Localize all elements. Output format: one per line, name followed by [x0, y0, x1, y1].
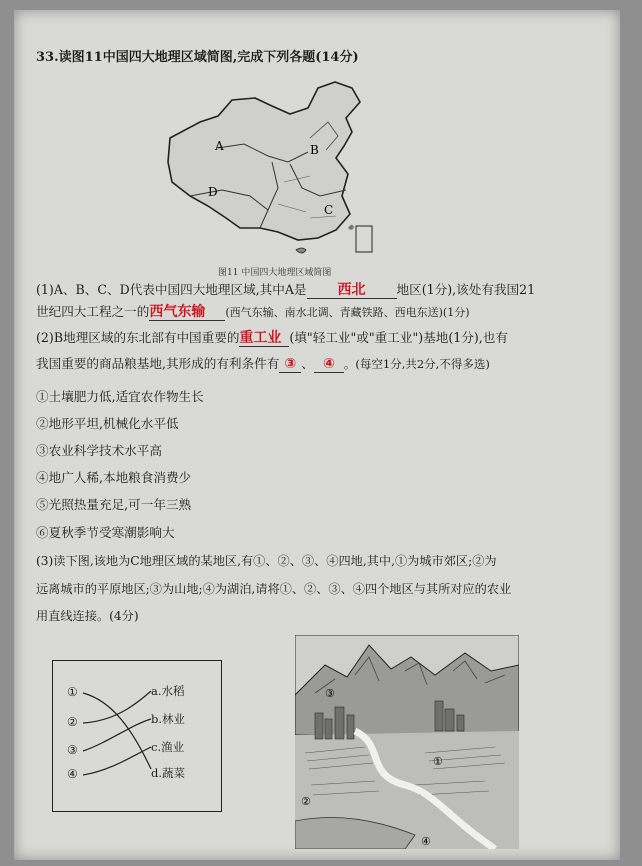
answer-blank-industry: 重工业 — [239, 330, 289, 347]
option-5: ⑤光照热量充足,可一年三熟 — [36, 497, 192, 512]
map-label-a: A — [215, 139, 224, 153]
question-title: 33.读图11中国四大地理区域简图,完成下列各题(14分) — [36, 50, 359, 65]
option-2: ②地形平坦,机械化水平低 — [36, 416, 179, 431]
answer-blank-c1: ③ — [279, 356, 301, 373]
option-3: ③农业科学技术水平高 — [36, 443, 162, 458]
p2-line2: 我国重要的商品粮基地,其形成的有利条件有 ③ 、 ④ 。(每空1分,共2分,不得多选) — [36, 356, 490, 372]
answer-blank-c2: ④ — [314, 356, 344, 373]
option-4: ④地广人稀,本地粮食消费少 — [36, 470, 192, 485]
photo-label-3: ③ — [325, 687, 335, 700]
p2-line1: (2)B地理区域的东北部有中国重要的重工业 (填"轻工业"或"重工业")基地(1分),也有 — [36, 330, 508, 346]
map-caption: 图11 中国四大地理区域简图 — [218, 268, 332, 278]
photo-label-4: ④ — [421, 835, 431, 848]
p3-line3: 用直线连接。(4分) — [36, 609, 139, 623]
answer-blank-project: 西气东输 — [149, 304, 225, 321]
match-right-b: b.林业 — [151, 712, 186, 726]
photo-label-1: ① — [433, 755, 443, 768]
match-right-a: a.水稻 — [151, 684, 185, 698]
p3-line2: 远离城市的平原地区;③为山地;④为湖泊,请将①、②、③、④四个地区与其所对应的农业 — [36, 582, 512, 596]
match-left-4: ④ — [67, 767, 78, 781]
matching-box — [52, 660, 222, 812]
match-left-3: ③ — [67, 743, 78, 757]
match-left-2: ② — [67, 715, 78, 729]
p1-line1: (1)A、B、C、D代表中国四大地理区域,其中A是 西北 地区(1分),该处有我国21 — [36, 282, 536, 298]
landscape-sketch — [295, 635, 519, 849]
photo-label-2: ② — [301, 795, 311, 808]
p3-line1: (3)读下图,该地为C地理区域的某地区,有①、②、③、④四地,其中,①为城市郊区;②为 — [36, 554, 497, 568]
china-regions-map — [160, 78, 380, 268]
map-label-b: B — [310, 143, 319, 157]
option-6: ⑥夏秋季节受寒潮影响大 — [36, 525, 175, 540]
map-label-c: C — [324, 203, 334, 217]
p1-line2: 世纪四大工程之一的西气东输 (西气东输、南水北调、青藏铁路、西电东送)(1分) — [36, 304, 470, 320]
option-1: ①土壤肥力低,适宜农作物生长 — [36, 389, 204, 404]
map-label-d: D — [208, 185, 218, 199]
match-left-1: ① — [67, 685, 78, 699]
match-right-c: c.渔业 — [151, 740, 185, 754]
answer-blank-a: 西北 — [307, 282, 397, 299]
matching-lines — [53, 661, 221, 811]
match-right-d: d.蔬菜 — [151, 766, 186, 780]
